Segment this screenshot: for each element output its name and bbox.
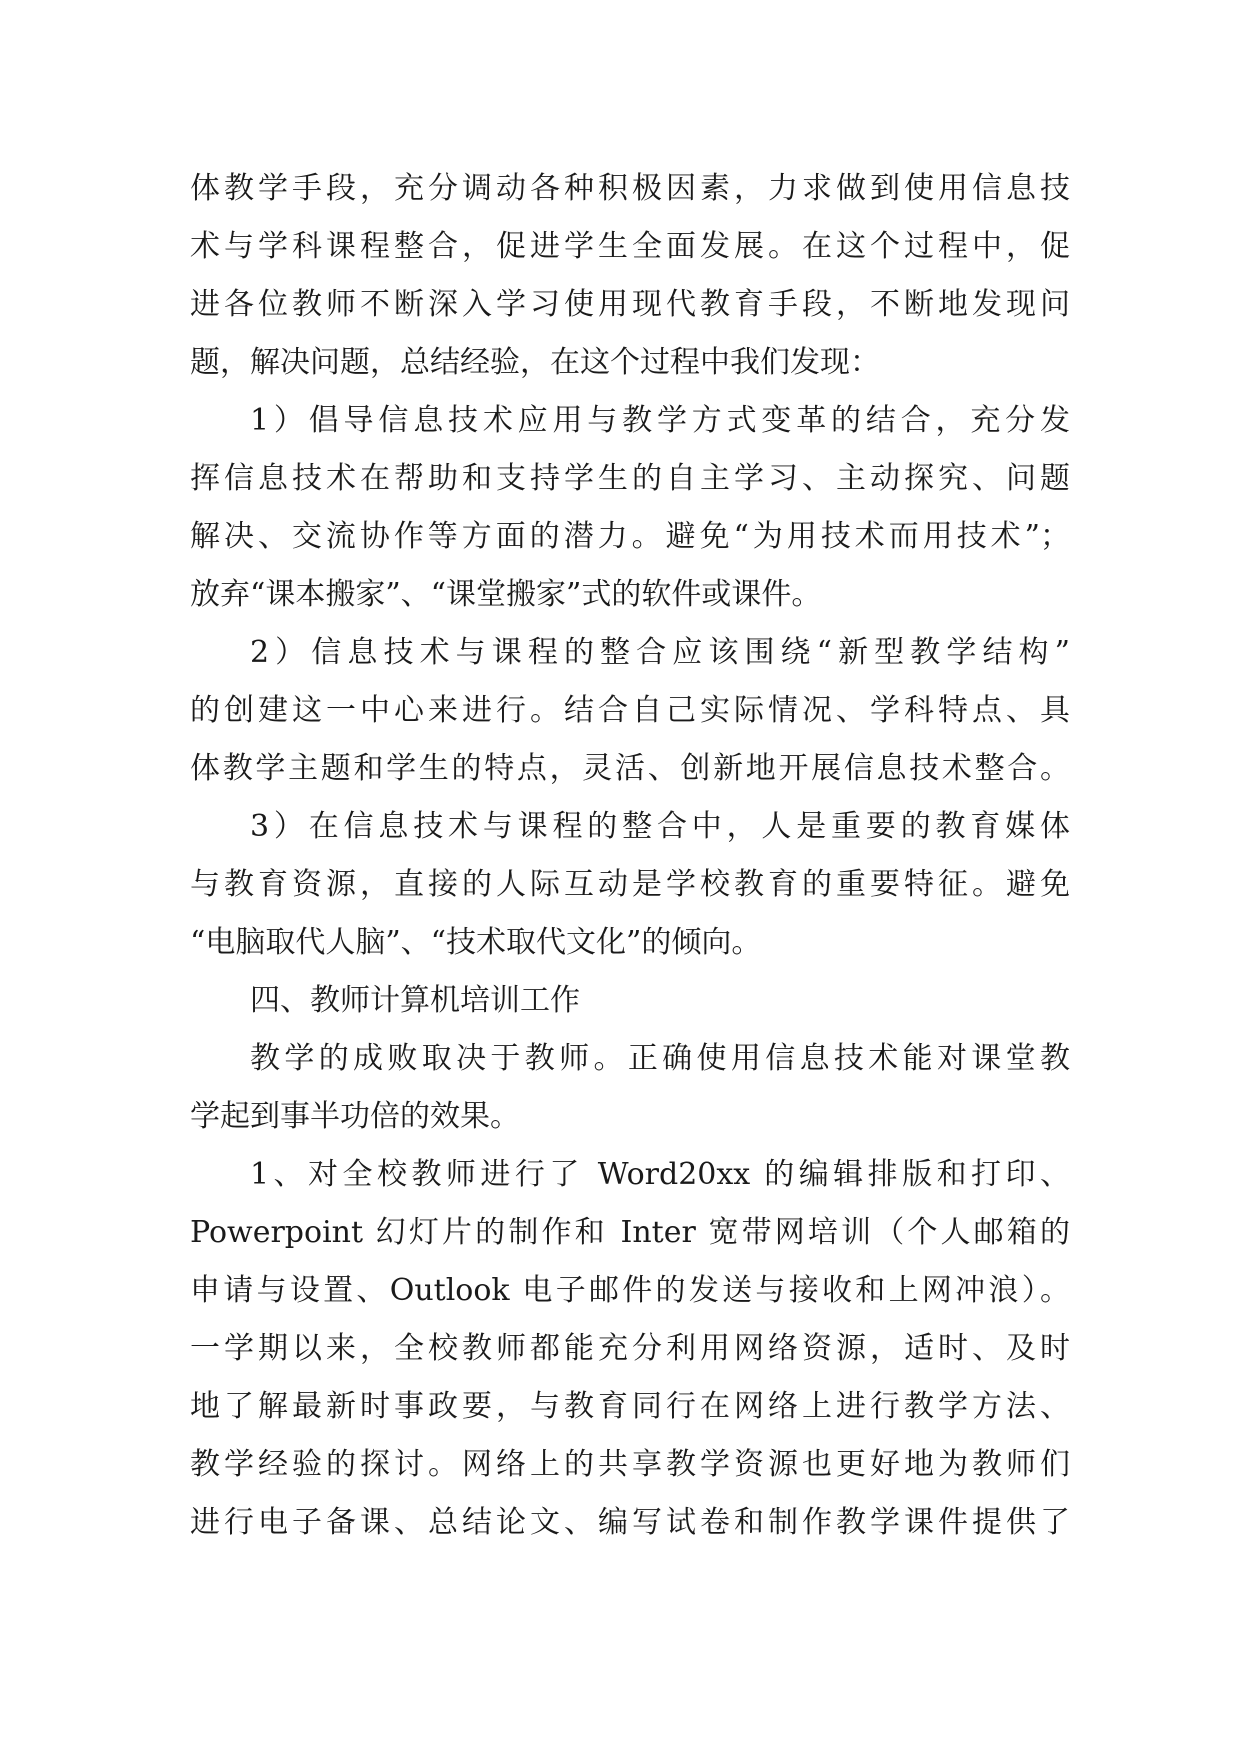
text-line: 教学经验的探讨。网络上的共享教学资源也更好地为教师们 bbox=[190, 1447, 1070, 1482]
text-line: “电脑取代人脑”、“技术取代文化”的倾向。 bbox=[190, 925, 762, 960]
text-line: 3）在信息技术与课程的整合中，人是重要的教育媒体 bbox=[250, 809, 1070, 844]
text-line: 题，解决问题，总结经验，在这个过程中我们发现： bbox=[190, 345, 880, 380]
text-line: 地了解最新时事政要，与教育同行在网络上进行教学方法、 bbox=[190, 1389, 1070, 1424]
text-line: 进行电子备课、总结论文、编写试卷和制作教学课件提供了 bbox=[190, 1505, 1070, 1540]
text-line: 1、对全校教师进行了 Word20xx 的编辑排版和打印、 bbox=[250, 1157, 1070, 1192]
text-line: 一学期以来，全校教师都能充分利用网络资源，适时、及时 bbox=[190, 1331, 1070, 1366]
text-line: 放弃“课本搬家”、“课堂搬家”式的软件或课件。 bbox=[190, 577, 822, 612]
text-line: 体教学主题和学生的特点，灵活、创新地开展信息技术整合。 bbox=[190, 751, 1070, 786]
text-line: 与教育资源，直接的人际互动是学校教育的重要特征。避免 bbox=[190, 867, 1070, 902]
text-line: 教学的成败取决于教师。正确使用信息技术能对课堂教 bbox=[250, 1041, 1070, 1076]
text-line: 1）倡导信息技术应用与教学方式变革的结合，充分发 bbox=[250, 403, 1070, 438]
text-line: 进各位教师不断深入学习使用现代教育手段，不断地发现问 bbox=[190, 287, 1070, 322]
text-line: 学起到事半功倍的效果。 bbox=[190, 1099, 520, 1134]
text-line: 术与学科课程整合，促进学生全面发展。在这个过程中，促 bbox=[190, 229, 1070, 264]
text-line: 四、教师计算机培训工作 bbox=[250, 983, 580, 1018]
text-line: 挥信息技术在帮助和支持学生的自主学习、主动探究、问题 bbox=[190, 461, 1070, 496]
text-line: 2）信息技术与课程的整合应该围绕“新型教学结构” bbox=[250, 635, 1070, 670]
text-line: 体教学手段，充分调动各种积极因素，力求做到使用信息技 bbox=[190, 171, 1070, 206]
text-line: 的创建这一中心来进行。结合自己实际情况、学科特点、具 bbox=[190, 693, 1070, 728]
document-body bbox=[190, 160, 1070, 1552]
text-line: Powerpoint 幻灯片的制作和 Inter 宽带网培训（个人邮箱的 bbox=[190, 1215, 1070, 1250]
text-line: 解决、交流协作等方面的潜力。避免“为用技术而用技术”； bbox=[190, 519, 1070, 554]
text-line: 申请与设置、Outlook 电子邮件的发送与接收和上网冲浪）。 bbox=[190, 1273, 1070, 1308]
